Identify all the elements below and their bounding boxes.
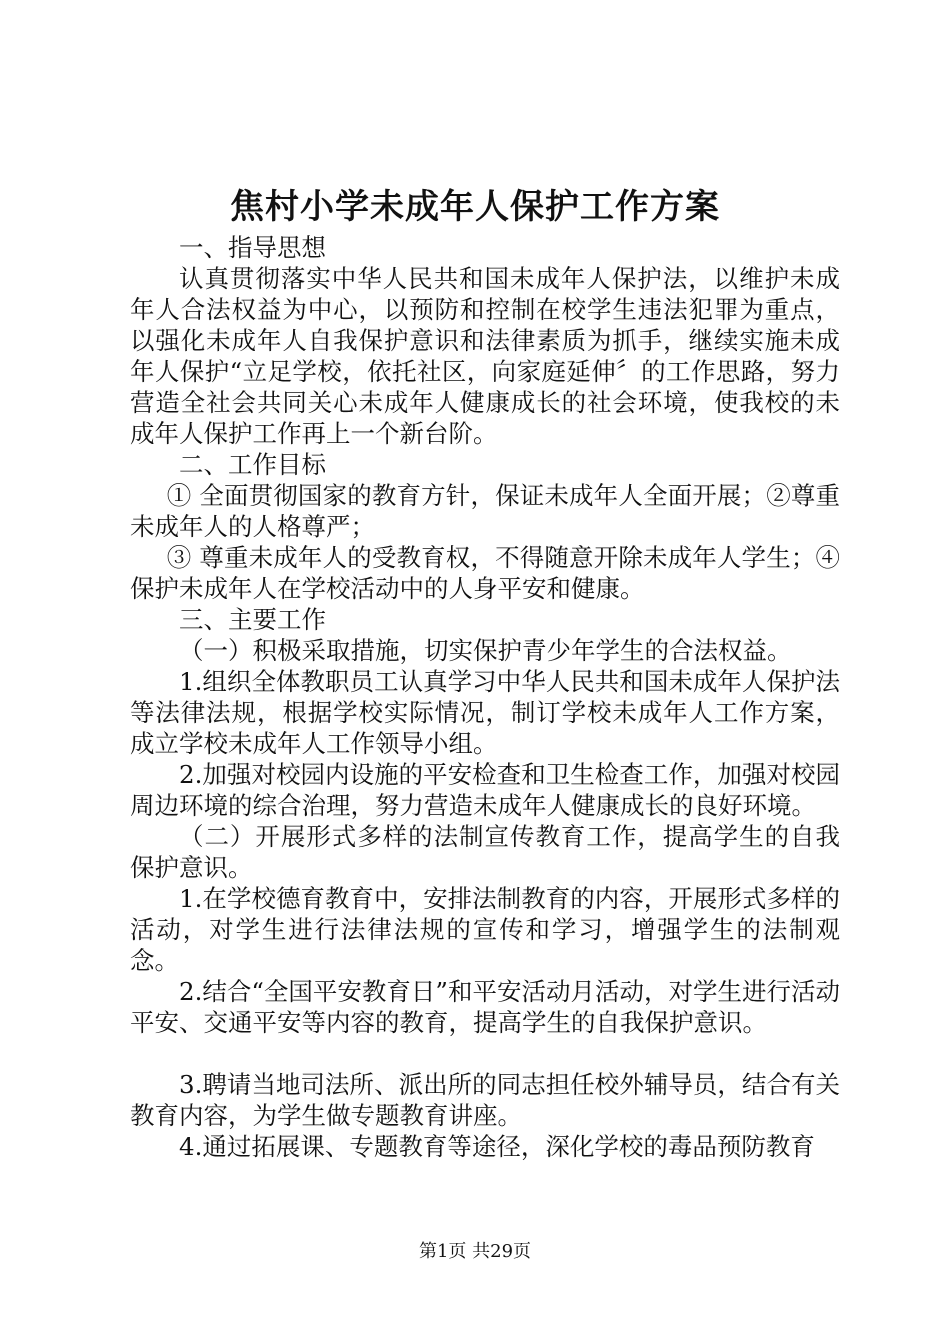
document-title: 焦村小学未成年人保护工作方案	[230, 187, 720, 227]
blank-line	[130, 1038, 840, 1069]
document-body	[130, 232, 840, 1162]
section-heading-guiding-ideology: 一、指导思想	[179, 233, 326, 262]
paragraph-item-1-1: 1.组织全体教职员工认真学习中华人民共和国未成年人保护法等法律法规，根据学校实际情况，制订学校未成年人工作方案，成立学校未成年人工作领导小组。	[130, 667, 840, 758]
subsection-heading-1: （一）积极采取措施，切实保护青少年学生的合法权益。	[179, 636, 792, 665]
paragraph-item-2-2: 2.结合“全国平安教育日”和平安活动月活动，对学生进行活动平安、交通平安等内容的教育，提高学生的自我保护意识。	[130, 977, 840, 1037]
subsection-heading-2: （二）开展形式多样的法制宣传教育工作，提高学生的自我保护意识。	[130, 822, 840, 882]
paragraph-goals-1-2: ① 全面贯彻国家的教育方针，保证未成年人全面开展；②尊重未成年人的人格尊严；	[130, 481, 840, 541]
paragraph-goals-3-4: ③ 尊重未成年人的受教育权，不得随意开除未成年人学生；④保护未成年人在学校活动中的人身平安和健康。	[130, 543, 840, 603]
section-heading-main-work: 三、主要工作	[179, 605, 326, 634]
page-number-footer: 第1页 共29页	[418, 1241, 532, 1262]
paragraph-item-2-1: 1.在学校德育教育中，安排法制教育的内容，开展形式多样的活动，对学生进行法律法规的宣传和学习，增强学生的法制观念。	[130, 884, 840, 975]
paragraph-item-2-4: 4.通过拓展课、专题教育等途径，深化学校的毒品预防教育	[179, 1132, 815, 1161]
paragraph-guiding-ideology: 认真贯彻落实中华人民共和国未成年人保护法，以维护未成年人合法权益为中心，以预防和控制在校学生违法犯罪为重点，以强化未成年人自我保护意识和法律素质为抓手，继续实施未成年人保护“立足学校，依托社区，向家庭延伸〞的工作思路，努力营造全社会共同关心未成年人健康成长的社会环境，使我校的未成年人保护工作再上一个新台阶。	[130, 264, 840, 448]
section-heading-work-goals: 二、工作目标	[179, 450, 326, 479]
paragraph-item-1-2: 2.加强对校园内设施的平安检查和卫生检查工作，加强对校园周边环境的综合治理，努力营造未成年人健康成长的良好环境。	[130, 760, 840, 820]
paragraph-item-2-3: 3.聘请当地司法所、派出所的同志担任校外辅导员，结合有关教育内容，为学生做专题教育讲座。	[130, 1070, 840, 1130]
